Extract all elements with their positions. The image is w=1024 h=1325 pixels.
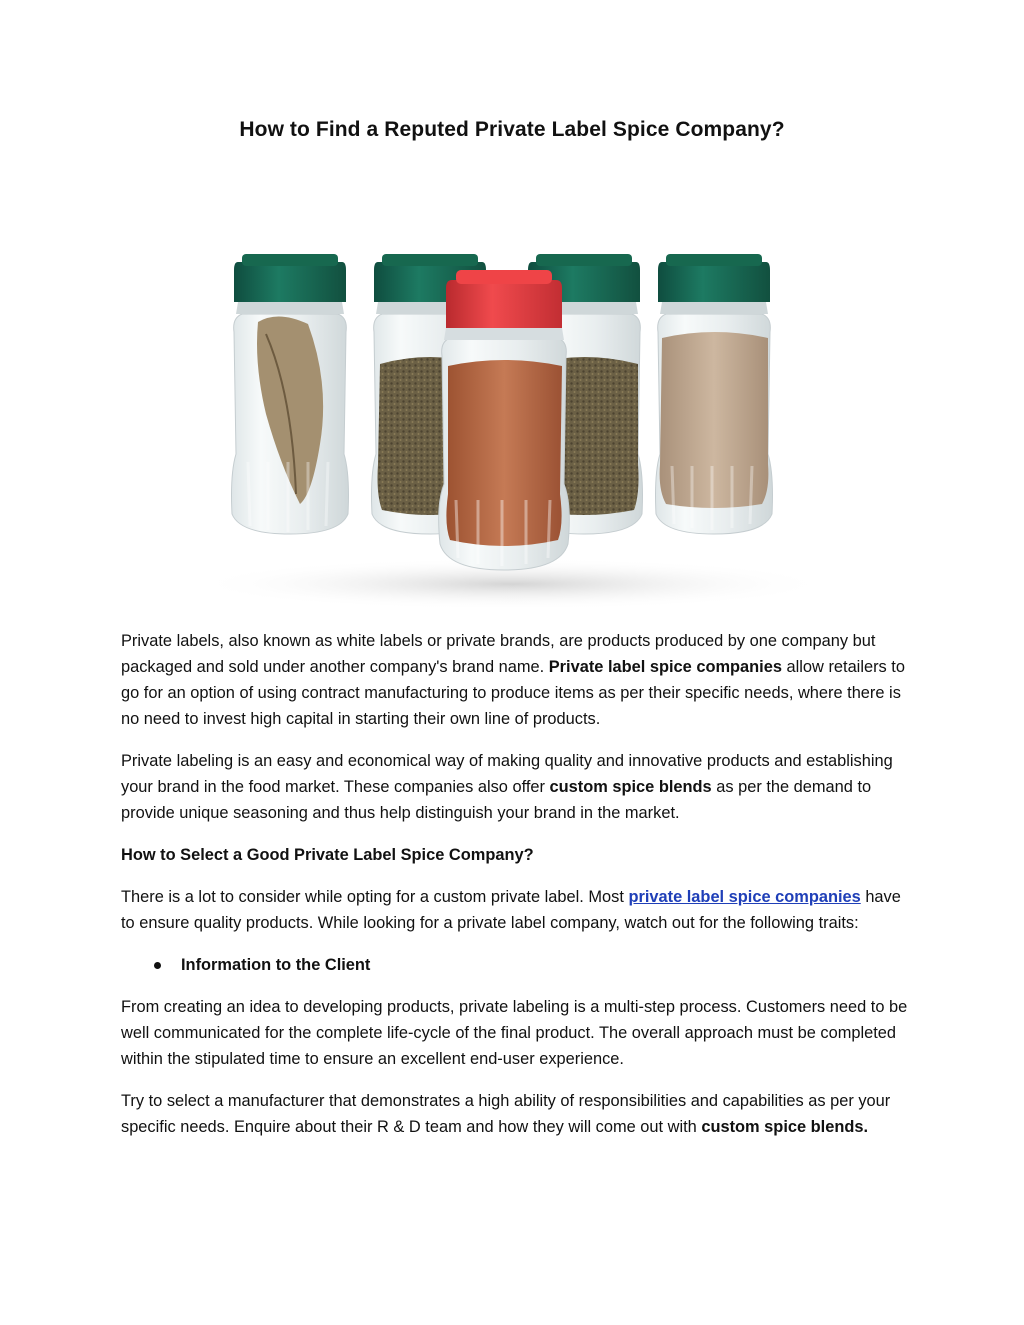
bold-keyword: Private label spice companies [548, 658, 782, 676]
bullet-icon [154, 962, 161, 969]
paragraph-intro: Private labels, also known as white labels or private brands, are products produced by one company but packaged and sold under another company's brand name. Private label spice companies allow retailers to go for an option of using contract manufacturing to produce items as per their specific needs, where there is no need to invest high capital in starting their own line of products. [121, 632, 905, 728]
article-body [121, 628, 911, 1156]
paragraph-considerations: There is a lot to consider while opting for a custom private label. Most private label spice companies have to ensure quality products. While looking for a private label company, watch out for the following traits: [121, 888, 901, 932]
traits-list [121, 952, 911, 978]
bold-keyword: custom spice blends. [701, 1118, 869, 1136]
spice-jars-image [180, 214, 844, 610]
list-item: Information to the Client [121, 952, 911, 978]
paragraph-benefits: Private labeling is an easy and economical way of making quality and innovative products and establishing your brand in the food market. These companies also offer custom spice blends as per the demand to provide unique seasoning and thus help distinguish your brand in the market. [121, 752, 893, 822]
paragraph-process: From creating an idea to developing products, private labeling is a multi-step process. Customers need to be well communicated for the complete life-cycle of the final product. The overall approach must be completed within the stipulated time to ensure an excellent end-user experience. [121, 998, 908, 1068]
paragraph-manufacturer: Try to select a manufacturer that demonstrates a high ability of responsibilities and capabilities as per your specific needs. Enquire about their R & D team and how they will come out with custom spice blends. [121, 1092, 891, 1136]
page-title: How to Find a Reputed Private Label Spice Company? [239, 118, 785, 141]
section-heading: How to Select a Good Private Label Spice Company? [121, 846, 534, 864]
jar-ground-spice [656, 254, 773, 534]
jar-bay-leaves [232, 254, 349, 534]
jar-paprika [439, 270, 570, 570]
bold-keyword: custom spice blends [549, 778, 712, 796]
private-label-link[interactable]: private label spice companies [628, 888, 861, 906]
